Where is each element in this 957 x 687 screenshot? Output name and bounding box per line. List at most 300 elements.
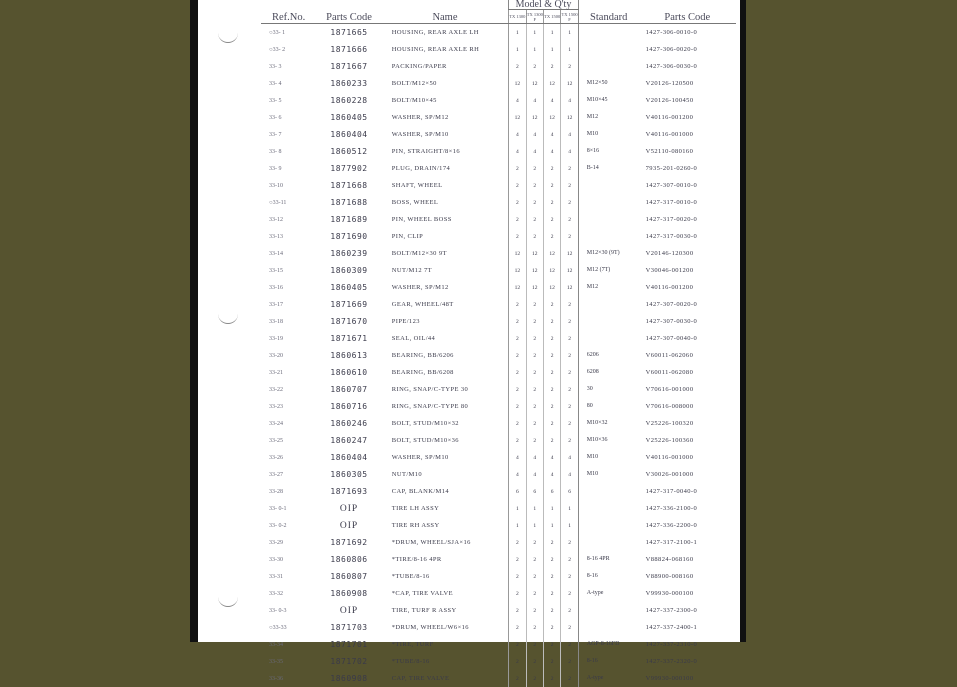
qty-cell: 4 <box>509 449 526 466</box>
table-row <box>261 517 736 534</box>
name-cell: BOLT/M10×45 <box>382 92 509 109</box>
standard-cell: M10 <box>578 466 638 483</box>
standard-cell: A-type <box>578 670 638 687</box>
qty-cell: 2 <box>561 211 578 228</box>
qty-cell: 2 <box>526 177 543 194</box>
name-cell: *DRUM, WHEEL/W6×16 <box>382 619 509 636</box>
parts-code-2-cell: V25226-100320 <box>639 415 736 432</box>
parts-code-cell: 1871667 <box>316 58 382 75</box>
parts-code-cell: 1871693 <box>316 483 382 500</box>
qty-cell: 4 <box>543 92 560 109</box>
ref-no-cell: 33-19 <box>261 330 316 347</box>
qty-cell: 2 <box>561 177 578 194</box>
qty-cell: 12 <box>509 279 526 296</box>
ref-no-cell: 33- 0-3 <box>261 602 316 619</box>
parts-code-cell: 1871692 <box>316 534 382 551</box>
standard-cell <box>578 211 638 228</box>
qty-cell: 2 <box>509 296 526 313</box>
qty-cell: 4 <box>509 466 526 483</box>
qty-cell: 2 <box>561 347 578 364</box>
ref-no-cell: 33-25 <box>261 432 316 449</box>
qty-cell: 2 <box>509 398 526 415</box>
qty-cell: 2 <box>543 296 560 313</box>
parts-code-2-cell: V60011-062080 <box>639 364 736 381</box>
parts-code-2-cell: 1427-337-2310-0 <box>639 636 736 653</box>
qty-cell: 2 <box>561 432 578 449</box>
parts-code-2-cell: V20146-120300 <box>639 245 736 262</box>
parts-code-2-cell: V40116-001000 <box>639 449 736 466</box>
parts-code-2-cell: V60011-062060 <box>639 347 736 364</box>
name-cell: GEAR, WHEEL/48T <box>382 296 509 313</box>
standard-cell: M10 <box>578 126 638 143</box>
name-cell: PACKING/PAPER <box>382 58 509 75</box>
parts-code-cell: 1860233 <box>316 75 382 92</box>
qty-cell: 2 <box>543 313 560 330</box>
qty-cell: 2 <box>543 636 560 653</box>
parts-code-2-cell: 1427-337-2300-0 <box>639 602 736 619</box>
qty-cell: 2 <box>543 619 560 636</box>
ref-no-cell: 33-10 <box>261 177 316 194</box>
parts-code-cell: 1871688 <box>316 194 382 211</box>
qty-cell: 4 <box>543 126 560 143</box>
qty-cell: 2 <box>526 296 543 313</box>
qty-cell: 2 <box>526 432 543 449</box>
header-model-qty: Model & Q'ty <box>509 0 579 10</box>
qty-cell: 2 <box>509 568 526 585</box>
qty-cell: 6 <box>526 483 543 500</box>
binder-hole-mark <box>218 32 238 43</box>
parts-code-2-cell: V25226-100360 <box>639 432 736 449</box>
ref-no-cell: 33- 0-2 <box>261 517 316 534</box>
table-row <box>261 330 736 347</box>
name-cell: PIN, WHEEL BOSS <box>382 211 509 228</box>
table-row <box>261 670 736 687</box>
table-row <box>261 228 736 245</box>
parts-code-2-cell: V70616-001000 <box>639 381 736 398</box>
qty-cell: 2 <box>561 585 578 602</box>
table-row <box>261 483 736 500</box>
ref-no-cell: 33-28 <box>261 483 316 500</box>
parts-code-cell: OIP <box>316 500 382 517</box>
qty-cell: 4 <box>561 466 578 483</box>
name-cell: BOSS, WHEEL <box>382 194 509 211</box>
parts-code-2-cell: 1427-317-0020-0 <box>639 211 736 228</box>
parts-code-2-cell: 1427-307-0040-0 <box>639 330 736 347</box>
parts-code-cell: 1860228 <box>316 92 382 109</box>
parts-code-cell: 1860309 <box>316 262 382 279</box>
standard-cell: 6208 <box>578 364 638 381</box>
qty-cell: 2 <box>526 194 543 211</box>
qty-cell: 1 <box>543 24 560 42</box>
ref-no-cell: 33-29 <box>261 534 316 551</box>
standard-cell <box>578 177 638 194</box>
qty-cell: 2 <box>543 194 560 211</box>
name-cell: PIN, CLIP <box>382 228 509 245</box>
standard-cell <box>578 500 638 517</box>
qty-cell: 4 <box>509 143 526 160</box>
qty-cell: 4 <box>561 92 578 109</box>
qty-cell: 12 <box>526 262 543 279</box>
qty-cell: 2 <box>543 160 560 177</box>
parts-code-2-cell: 1427-336-2200-0 <box>639 517 736 534</box>
qty-cell: 2 <box>543 177 560 194</box>
standard-cell: M10 <box>578 449 638 466</box>
qty-cell: 2 <box>561 58 578 75</box>
qty-cell: 1 <box>526 24 543 42</box>
qty-cell: 12 <box>509 75 526 92</box>
ref-no-cell: 33- 4 <box>261 75 316 92</box>
page-shadow-right <box>740 0 746 642</box>
parts-code-cell: 1860807 <box>316 568 382 585</box>
qty-cell: 2 <box>543 58 560 75</box>
header-model: TX 1300 <box>509 10 526 24</box>
qty-cell: 2 <box>561 551 578 568</box>
table-row <box>261 279 736 296</box>
name-cell: *TIRE/8-16 4PR <box>382 551 509 568</box>
parts-code-2-cell: V88824-068160 <box>639 551 736 568</box>
qty-cell: 1 <box>509 41 526 58</box>
qty-cell: 2 <box>526 313 543 330</box>
binder-hole-mark <box>218 313 238 324</box>
page-shadow-left <box>190 0 198 642</box>
parts-code-cell: 1871666 <box>316 41 382 58</box>
parts-list-page <box>198 0 740 642</box>
standard-cell <box>578 602 638 619</box>
qty-cell: 2 <box>561 160 578 177</box>
qty-cell: 2 <box>561 415 578 432</box>
parts-code-2-cell: 1427-306-0010-0 <box>639 24 736 42</box>
parts-code-2-cell: 1427-337-2400-1 <box>639 619 736 636</box>
name-cell: HOUSING, REAR AXLE RH <box>382 41 509 58</box>
qty-cell: 1 <box>526 517 543 534</box>
standard-cell <box>578 330 638 347</box>
qty-cell: 12 <box>526 75 543 92</box>
qty-cell: 2 <box>561 568 578 585</box>
parts-code-2-cell: V30026-001000 <box>639 466 736 483</box>
standard-cell: AGP-8-16FD <box>578 636 638 653</box>
name-cell: *DRUM, WHEEL/SJA×16 <box>382 534 509 551</box>
standard-cell: M10×36 <box>578 432 638 449</box>
qty-cell: 4 <box>543 449 560 466</box>
table-row <box>261 177 736 194</box>
name-cell: NUT/M12 7T <box>382 262 509 279</box>
ref-no-cell: 33-34 <box>261 636 316 653</box>
qty-cell: 2 <box>526 670 543 687</box>
table-row <box>261 296 736 313</box>
ref-no-cell: 33-13 <box>261 228 316 245</box>
header-standard: Standard <box>578 0 638 24</box>
table-row <box>261 364 736 381</box>
parts-code-cell: 1877902 <box>316 160 382 177</box>
qty-cell: 2 <box>509 551 526 568</box>
qty-cell: 2 <box>509 313 526 330</box>
qty-cell: 2 <box>526 381 543 398</box>
parts-code-2-cell: 1427-337-2320-0 <box>639 653 736 670</box>
name-cell: *TIRE, TURF <box>382 636 509 653</box>
header-parts-code-2: Parts Code <box>639 0 736 24</box>
qty-cell: 2 <box>561 534 578 551</box>
parts-code-cell: 1871671 <box>316 330 382 347</box>
qty-cell: 2 <box>561 364 578 381</box>
name-cell: BEARING, BB/6206 <box>382 347 509 364</box>
ref-no-cell: 33- 6 <box>261 109 316 126</box>
ref-no-cell: 33-24 <box>261 415 316 432</box>
qty-cell: 2 <box>509 194 526 211</box>
qty-cell: 2 <box>526 602 543 619</box>
qty-cell: 4 <box>526 449 543 466</box>
parts-code-2-cell: V40116-001000 <box>639 126 736 143</box>
header-parts-code: Parts Code <box>316 0 382 24</box>
table-row <box>261 534 736 551</box>
parts-code-cell: 1871703 <box>316 619 382 636</box>
parts-code-cell: 1860908 <box>316 670 382 687</box>
qty-cell: 1 <box>561 500 578 517</box>
qty-cell: 4 <box>509 126 526 143</box>
qty-cell: 1 <box>561 517 578 534</box>
parts-code-cell: 1860404 <box>316 126 382 143</box>
table-row <box>261 262 736 279</box>
parts-code-2-cell: 1427-306-0020-0 <box>639 41 736 58</box>
table-row <box>261 75 736 92</box>
ref-no-cell: 33- 8 <box>261 143 316 160</box>
qty-cell: 1 <box>509 517 526 534</box>
qty-cell: 2 <box>543 432 560 449</box>
ref-no-cell: ○33- 2 <box>261 41 316 58</box>
qty-cell: 4 <box>561 449 578 466</box>
qty-cell: 2 <box>509 211 526 228</box>
parts-code-2-cell: 1427-317-2100-1 <box>639 534 736 551</box>
qty-cell: 12 <box>543 109 560 126</box>
standard-cell: M12 (7T) <box>578 262 638 279</box>
standard-cell: 8×16 <box>578 143 638 160</box>
standard-cell: M10×32 <box>578 415 638 432</box>
parts-code-2-cell: 1427-336-2100-0 <box>639 500 736 517</box>
qty-cell: 2 <box>543 398 560 415</box>
parts-code-2-cell: V30046-001200 <box>639 262 736 279</box>
parts-code-cell: 1860404 <box>316 449 382 466</box>
ref-no-cell: ○33-33 <box>261 619 316 636</box>
qty-cell: 2 <box>526 398 543 415</box>
qty-cell: 1 <box>526 41 543 58</box>
ref-no-cell: 33-32 <box>261 585 316 602</box>
qty-cell: 2 <box>509 364 526 381</box>
parts-code-cell: OIP <box>316 602 382 619</box>
name-cell: RING, SNAP/C-TYPE 80 <box>382 398 509 415</box>
qty-cell: 2 <box>561 194 578 211</box>
ref-no-cell: 33- 0-1 <box>261 500 316 517</box>
standard-cell: 30 <box>578 381 638 398</box>
parts-code-2-cell: V20126-100450 <box>639 92 736 109</box>
qty-cell: 1 <box>561 24 578 42</box>
qty-cell: 6 <box>543 483 560 500</box>
name-cell: NUT/M10 <box>382 466 509 483</box>
parts-code-cell: 1871689 <box>316 211 382 228</box>
qty-cell: 2 <box>561 313 578 330</box>
qty-cell: 2 <box>526 534 543 551</box>
ref-no-cell: 33-30 <box>261 551 316 568</box>
qty-cell: 1 <box>543 517 560 534</box>
qty-cell: 2 <box>543 330 560 347</box>
name-cell: WASHER, SP/M12 <box>382 109 509 126</box>
ref-no-cell: 33-16 <box>261 279 316 296</box>
parts-code-cell: 1860806 <box>316 551 382 568</box>
parts-code-2-cell: V99930-000100 <box>639 670 736 687</box>
qty-cell: 2 <box>561 670 578 687</box>
qty-cell: 2 <box>543 602 560 619</box>
parts-code-2-cell: 7935-201-0260-0 <box>639 160 736 177</box>
name-cell: *CAP, TIRE VALVE <box>382 585 509 602</box>
qty-cell: 2 <box>526 330 543 347</box>
table-row <box>261 619 736 636</box>
table-row <box>261 551 736 568</box>
qty-cell: 4 <box>526 126 543 143</box>
qty-cell: 2 <box>509 619 526 636</box>
ref-no-cell: 33-23 <box>261 398 316 415</box>
qty-cell: 2 <box>509 602 526 619</box>
qty-cell: 12 <box>561 245 578 262</box>
standard-cell <box>578 228 638 245</box>
parts-code-2-cell: V70616-008000 <box>639 398 736 415</box>
qty-cell: 2 <box>543 551 560 568</box>
standard-cell: 8-16 <box>578 653 638 670</box>
standard-cell <box>578 534 638 551</box>
qty-cell: 1 <box>561 41 578 58</box>
parts-code-2-cell: 1427-306-0030-0 <box>639 58 736 75</box>
qty-cell: 12 <box>561 75 578 92</box>
name-cell: SEAL, OIL/44 <box>382 330 509 347</box>
qty-cell: 4 <box>526 92 543 109</box>
ref-no-cell: 33-18 <box>261 313 316 330</box>
table-row <box>261 41 736 58</box>
table-row <box>261 602 736 619</box>
qty-cell: 2 <box>509 330 526 347</box>
qty-cell: 12 <box>526 109 543 126</box>
table-row <box>261 653 736 670</box>
qty-cell: 6 <box>561 483 578 500</box>
ref-no-cell: ○33-11 <box>261 194 316 211</box>
parts-code-cell: 1871670 <box>316 313 382 330</box>
name-cell: HOUSING, REAR AXLE LH <box>382 24 509 42</box>
ref-no-cell: 33-22 <box>261 381 316 398</box>
qty-cell: 2 <box>526 211 543 228</box>
ref-no-cell: 33-26 <box>261 449 316 466</box>
name-cell: BOLT/M12×50 <box>382 75 509 92</box>
name-cell: PIN, STRAIGHT/8×16 <box>382 143 509 160</box>
parts-code-cell: 1871668 <box>316 177 382 194</box>
table-row <box>261 381 736 398</box>
standard-cell <box>578 24 638 42</box>
table-row <box>261 160 736 177</box>
parts-code-2-cell: 1427-317-0030-0 <box>639 228 736 245</box>
standard-cell: M10×45 <box>578 92 638 109</box>
name-cell: RING, SNAP/C-TYPE 30 <box>382 381 509 398</box>
qty-cell: 2 <box>543 534 560 551</box>
qty-cell: 2 <box>543 585 560 602</box>
ref-no-cell: 33-14 <box>261 245 316 262</box>
standard-cell: 8-16 4PR <box>578 551 638 568</box>
standard-cell: M12×50 <box>578 75 638 92</box>
parts-code-cell: 1871690 <box>316 228 382 245</box>
standard-cell <box>578 41 638 58</box>
parts-code-cell: 1860405 <box>316 109 382 126</box>
table-row <box>261 143 736 160</box>
parts-code-cell: 1871701 <box>316 636 382 653</box>
header-model: TX 1300 F <box>526 10 543 24</box>
qty-cell: 2 <box>509 534 526 551</box>
qty-cell: 2 <box>509 58 526 75</box>
standard-cell <box>578 58 638 75</box>
ref-no-cell: 33-35 <box>261 653 316 670</box>
parts-code-cell: 1860610 <box>316 364 382 381</box>
parts-code-cell: 1860239 <box>316 245 382 262</box>
table-row <box>261 449 736 466</box>
name-cell: BOLT/M12×30 9T <box>382 245 509 262</box>
ref-no-cell: 33-15 <box>261 262 316 279</box>
qty-cell: 2 <box>543 670 560 687</box>
parts-code-cell: 1860707 <box>316 381 382 398</box>
name-cell: BOLT, STUD/M10×32 <box>382 415 509 432</box>
qty-cell: 4 <box>561 126 578 143</box>
name-cell: WASHER, SP/M10 <box>382 449 509 466</box>
standard-cell <box>578 483 638 500</box>
parts-code-cell: 1860247 <box>316 432 382 449</box>
qty-cell: 12 <box>509 262 526 279</box>
parts-code-2-cell: 1427-307-0030-0 <box>639 313 736 330</box>
qty-cell: 12 <box>543 262 560 279</box>
qty-cell: 2 <box>561 398 578 415</box>
parts-code-cell: 1860405 <box>316 279 382 296</box>
header-model: TX 1500 F <box>561 10 578 24</box>
standard-cell: M12 <box>578 279 638 296</box>
name-cell: PIPE/123 <box>382 313 509 330</box>
standard-cell: B-14 <box>578 160 638 177</box>
name-cell: CAP, TIRE VALVE <box>382 670 509 687</box>
qty-cell: 2 <box>543 568 560 585</box>
table-row <box>261 466 736 483</box>
name-cell: BOLT, STUD/M10×36 <box>382 432 509 449</box>
table-row <box>261 568 736 585</box>
qty-cell: 4 <box>561 143 578 160</box>
qty-cell: 2 <box>526 568 543 585</box>
parts-code-cell: 1860246 <box>316 415 382 432</box>
qty-cell: 12 <box>526 245 543 262</box>
qty-cell: 4 <box>526 143 543 160</box>
ref-no-cell: 33- 5 <box>261 92 316 109</box>
name-cell: SHAFT, WHEEL <box>382 177 509 194</box>
parts-code-2-cell: V40116-001200 <box>639 109 736 126</box>
parts-code-2-cell: V88900-008160 <box>639 568 736 585</box>
ref-no-cell: 33-20 <box>261 347 316 364</box>
name-cell: WASHER, SP/M12 <box>382 279 509 296</box>
ref-no-cell: 33-27 <box>261 466 316 483</box>
qty-cell: 2 <box>526 415 543 432</box>
qty-cell: 2 <box>561 228 578 245</box>
qty-cell: 2 <box>543 415 560 432</box>
parts-code-cell: 1871665 <box>316 24 382 42</box>
parts-code-cell: 1860908 <box>316 585 382 602</box>
name-cell: PLUG, DRAIN/174 <box>382 160 509 177</box>
parts-code-cell: 1860716 <box>316 398 382 415</box>
qty-cell: 2 <box>509 670 526 687</box>
qty-cell: 6 <box>509 483 526 500</box>
qty-cell: 12 <box>561 262 578 279</box>
parts-code-2-cell: 1427-307-0020-0 <box>639 296 736 313</box>
name-cell: *TUBE/8-16 <box>382 568 509 585</box>
qty-cell: 2 <box>543 381 560 398</box>
qty-cell: 4 <box>543 466 560 483</box>
name-cell: CAP, BLANK/M14 <box>382 483 509 500</box>
parts-code-2-cell: 1427-307-0010-0 <box>639 177 736 194</box>
